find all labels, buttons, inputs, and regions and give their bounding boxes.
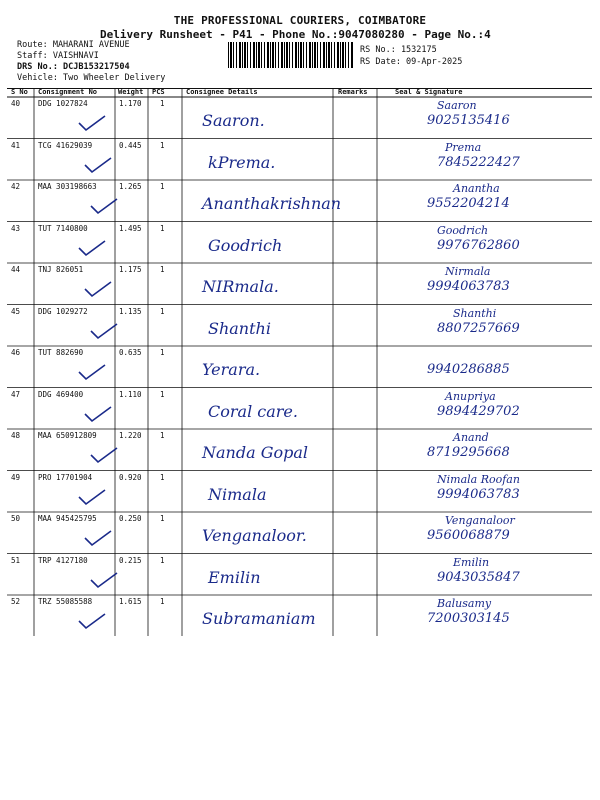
vehicle-label: Vehicle: Two Wheeler Delivery (17, 73, 166, 83)
row-pcs: 1 (160, 223, 165, 233)
row-sno: 52 (11, 597, 21, 606)
row-consignee-name: Goodrich (208, 235, 283, 255)
row-pcs: 1 (160, 306, 165, 316)
row-consignee-name: Nanda Gopal (202, 443, 309, 462)
row-sno: 47 (11, 389, 21, 399)
row-sno: 43 (11, 223, 21, 233)
row-consignment-no: MAA 650912809 (38, 431, 97, 440)
row-weight: 1.170 (119, 99, 142, 108)
row-signature-phone: 9552204214 (427, 196, 510, 211)
barcode (228, 42, 353, 68)
col-header-weight: Weight (118, 88, 144, 96)
row-signature: Venganaloor (445, 514, 515, 527)
row-consignment-no: TCG 41629039 (38, 140, 93, 150)
row-consignee-name: Ananthakrishnan (202, 194, 342, 213)
runsheet-subtitle: Delivery Runsheet - P41 - Phone No.:9047080280 - Page No.:4 (100, 28, 491, 41)
col-header-remarks: Remarks (338, 88, 368, 96)
col-header-signature: Seal & Signature (395, 88, 463, 96)
row-pcs: 1 (160, 555, 165, 565)
checkmark-icon (77, 487, 107, 507)
row-pcs: 1 (160, 265, 165, 274)
row-signature: Nimala Roofan (437, 472, 520, 486)
route-label: Route: MAHARANI AVENUE (17, 40, 130, 50)
row-signature-phone: 7200303145 (427, 611, 510, 626)
col-header-consignment: Consignment No (38, 88, 98, 96)
checkmark-icon (77, 362, 107, 382)
row-consignee-name: Emilin (208, 567, 261, 587)
row-consignee-name: Nimala (208, 484, 267, 504)
row-consignment-no: MAA 945425795 (38, 514, 97, 523)
row-signature-phone: 9560068879 (427, 528, 510, 543)
row-sno: 44 (11, 265, 21, 274)
row-sno: 50 (11, 514, 21, 523)
checkmark-icon (77, 611, 107, 631)
row-signature-phone: 9976762860 (437, 237, 520, 253)
row-signature-phone: 9994063783 (437, 486, 520, 502)
row-sno: 42 (11, 182, 21, 191)
rs-number: RS No.: 1532175 (360, 45, 437, 55)
row-signature: Nirmala (445, 265, 491, 278)
row-weight: 0.920 (119, 472, 142, 482)
row-sno: 46 (11, 348, 21, 357)
checkmark-icon (77, 113, 107, 133)
row-consignment-no: MAA 303198663 (38, 182, 97, 191)
runsheet-table (7, 88, 592, 636)
row-signature-phone: 9940286885 (427, 362, 510, 377)
checkmark-icon (77, 238, 107, 258)
col-header-consignee: Consignee Details (186, 88, 258, 96)
row-signature-phone: 8719295668 (427, 445, 510, 460)
row-signature: Balusamy (437, 597, 492, 610)
row-signature: Prema (445, 140, 482, 154)
row-consignment-no: DDG 1029272 (38, 306, 88, 316)
row-signature: Anand (453, 431, 489, 444)
row-consignee-name: Shanthi (208, 318, 271, 338)
row-consignee-name: Yerara. (202, 360, 261, 379)
row-sno: 40 (11, 99, 21, 108)
checkmark-icon (89, 196, 119, 216)
row-signature-phone: 9994063783 (427, 279, 510, 294)
row-signature-phone: 7845222427 (437, 154, 520, 170)
row-weight: 1.615 (119, 597, 142, 606)
row-consignment-no: TUT 7140800 (38, 223, 88, 233)
checkmark-icon (83, 404, 113, 424)
row-signature: Anupriya (445, 389, 496, 403)
checkmark-icon (83, 155, 113, 175)
row-consignee-name: Coral care. (208, 401, 298, 421)
row-signature-phone: 8807257669 (437, 320, 520, 336)
checkmark-icon (89, 321, 119, 341)
row-sno: 45 (11, 306, 21, 316)
row-pcs: 1 (160, 431, 165, 440)
row-pcs: 1 (160, 472, 165, 482)
row-pcs: 1 (160, 348, 165, 357)
row-consignment-no: TUT 882690 (38, 348, 84, 357)
checkmark-icon (89, 570, 119, 590)
row-signature: Shanthi (453, 306, 497, 320)
row-consignee-name: Saaron. (202, 111, 265, 130)
row-weight: 1.265 (119, 182, 142, 191)
row-consignment-no: TRZ 55085588 (38, 597, 93, 606)
row-signature-phone: 9043035847 (437, 569, 520, 585)
row-signature-phone: 9894429702 (437, 403, 520, 419)
staff-label: Staff: VAISHNAVI (17, 51, 99, 61)
row-consignment-no: DDG 1027824 (38, 99, 88, 108)
row-pcs: 1 (160, 514, 165, 523)
col-header-pcs: PCS (152, 88, 165, 96)
row-consignment-no: DDG 469400 (38, 389, 84, 399)
row-weight: 0.215 (119, 555, 142, 565)
row-sno: 51 (11, 555, 21, 565)
row-sno: 49 (11, 472, 21, 482)
row-weight: 1.495 (119, 223, 142, 233)
row-weight: 0.445 (119, 140, 142, 150)
row-signature: Anantha (453, 182, 500, 195)
row-consignment-no: PRO 17701904 (38, 472, 93, 482)
row-weight: 0.635 (119, 348, 142, 357)
drs-number: DRS No.: DCJB153217504 (17, 62, 130, 72)
row-consignment-no: TNJ 826051 (38, 265, 84, 274)
row-weight: 1.220 (119, 431, 142, 440)
row-weight: 0.250 (119, 514, 142, 523)
row-sno: 48 (11, 431, 21, 440)
row-consignee-name: Subramaniam (202, 609, 316, 628)
row-signature-phone: 9025135416 (427, 113, 510, 128)
row-weight: 1.135 (119, 306, 142, 316)
row-consignee-name: Venganaloor. (202, 526, 307, 545)
row-pcs: 1 (160, 182, 165, 191)
row-sno: 41 (11, 140, 21, 150)
row-weight: 1.110 (119, 389, 142, 399)
row-pcs: 1 (160, 99, 165, 108)
checkmark-icon (89, 445, 119, 465)
row-pcs: 1 (160, 140, 165, 150)
col-header-sno: S No (11, 88, 28, 96)
row-pcs: 1 (160, 597, 165, 606)
rs-date: RS Date: 09-Apr-2025 (360, 57, 463, 67)
row-weight: 1.175 (119, 265, 142, 274)
row-signature: Emilin (453, 555, 490, 569)
row-signature: Saaron (437, 99, 477, 112)
checkmark-icon (83, 279, 113, 299)
company-title: THE PROFESSIONAL COURIERS, COIMBATORE (173, 14, 427, 27)
row-signature: Goodrich (437, 223, 489, 237)
row-consignee-name: kPrema. (208, 152, 276, 172)
row-consignment-no: TRP 4127180 (38, 555, 88, 565)
row-pcs: 1 (160, 389, 165, 399)
checkmark-icon (83, 528, 113, 548)
row-consignee-name: NIRmala. (202, 277, 279, 296)
